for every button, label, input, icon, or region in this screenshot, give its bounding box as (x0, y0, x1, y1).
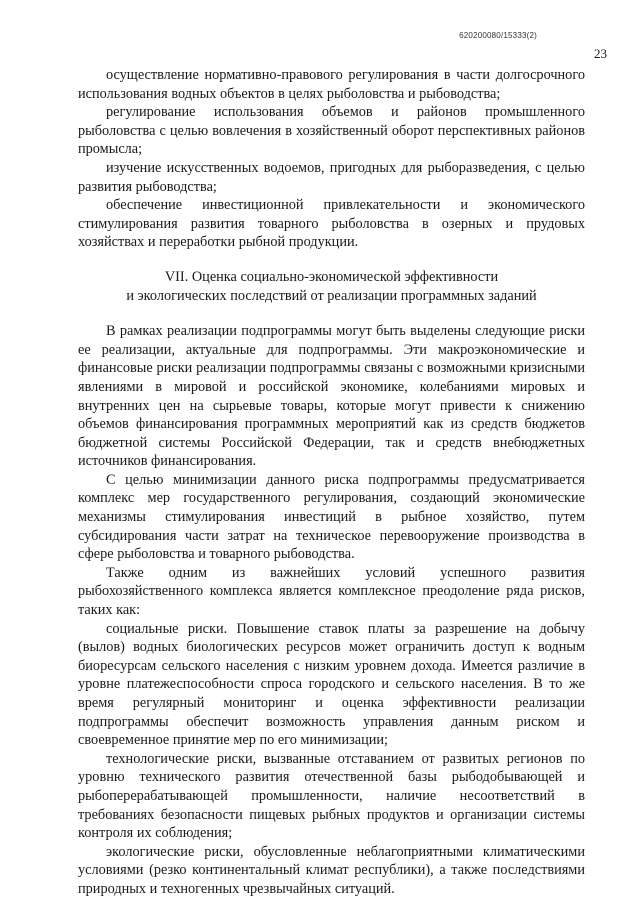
page-number: 23 (594, 46, 607, 61)
body-paragraph: экологические риски, обусловленные неблагоприятными климатическими условиями (резко континентальный климат республики), а также последствиями природных и техногенных чрезвычайных ситуаций. (78, 843, 585, 897)
section-heading (78, 268, 585, 305)
section-heading-line: VII. Оценка социально-экономической эффективности (164, 268, 499, 285)
body-paragraph: С целью минимизации данного риска подпрограммы предусматривается комплекс мер государственного регулирования, создающий экономические механизмы стимулирования инвестиций в рыбное хозяйство, путем субсидирования части затрат на техническое перевооружение производства в сфере рыболовства и товарного рыбоводства. (78, 471, 585, 563)
intro-paragraph: изучение искусственных водоемов, пригодных для рыборазведения, с целью развития рыбоводства; (78, 159, 585, 195)
intro-paragraph: осуществление нормативно-правового регулирования в части долгосрочного использования водных объектов в целях рыболовства и рыбоводства; (78, 67, 585, 102)
intro-paragraph: обеспечение инвестиционной привлекательности и экономического стимулирования развития товарного рыболовства в озерных и прудовых хозяйствах и переработки рыбной продукции. (78, 197, 585, 251)
document-body (78, 66, 585, 899)
body-paragraph: Также одним из важнейших условий успешного развития рыбохозяйственного комплекса является комплексное преодоление ряда рисков, таких как: (78, 564, 585, 619)
body-paragraph: технологические риски, вызванные отставанием от развитых регионов по уровню технического развития отечественной базы рыбодобывающей и рыбоперерабатывающей промышленности, наличие несоответствий в требованиях безопасности пищевых рыбных продуктов и организации системы контроля их соблюдения; (78, 750, 585, 842)
section-heading-line: и экологических последствий от реализации программных заданий (126, 287, 537, 304)
intro-paragraph: регулирование использования объемов и районов промышленного рыболовства с целью вовлечения в хозяйственный оборот перспективных районов промысла; (78, 104, 585, 158)
body-paragraph: социальные риски. Повышение ставок платы за разрешение на добычу (вылов) водных биологических ресурсов может ограничить доступ к водным биоресурсам сельского населения с низким уровнем дохода. Имеется различие в уровне платежеспособности спроса городского и сельского населения. В то же время регулярный мониторинг и оценка эффективности реализации подпрограммы обеспечит возможность управления данным риском и своевременное принятие мер по его минимизации; (78, 620, 585, 749)
document-id: 620200080/15333(2) (459, 31, 537, 40)
body-paragraph: В рамках реализации подпрограммы могут быть выделены следующие риски ее реализации, актуальные для подпрограммы. Эти макроэкономические и финансовые риски реализации подпрограммы связаны с возможными кризисными явлениями в мировой и российской экономике, колебаниями мировых и внутренних цен на сырьевые товары, которые могут привести к снижению объемов финансирования программных мероприятий как из средств бюджетов бюджетной системы Российской Федерации, так и средств внебюджетных источников финансирования. (78, 323, 585, 470)
